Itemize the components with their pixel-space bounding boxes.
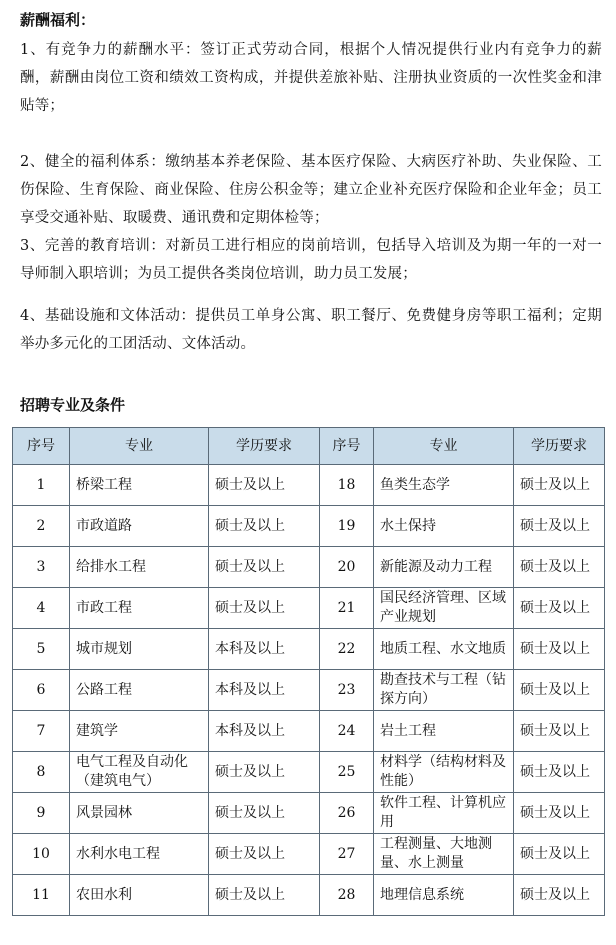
education-requirement: 硕士及以上 [209, 875, 320, 916]
table-row [13, 711, 605, 752]
benefit-item-salary: 1、有竞争力的薪酬水平：签订正式劳动合同，根据个人情况提供行业内有竞争力的薪酬，薪酬由岗位工资和绩效工资构成，并提供差旅补贴、注册执业资质的一次性奖金和津贴等； [20, 42, 602, 114]
major-name: 国民经济管理、区域产业规划 [374, 588, 514, 629]
major-name: 桥梁工程 [70, 465, 209, 506]
education-requirement: 本科及以上 [209, 629, 320, 670]
major-name: 给排水工程 [70, 547, 209, 588]
education-requirement: 本科及以上 [209, 670, 320, 711]
row-index: 6 [13, 670, 70, 711]
major-name: 风景园林 [70, 793, 209, 834]
benefit-item-training: 3、完善的教育培训：对新员工进行相应的岗前培训，包括导入培训及为期一年的一对一导师制入职培训；为员工提供各类岗位培训，助力员工发展； [20, 238, 602, 282]
row-index: 5 [13, 629, 70, 670]
table-row [13, 834, 605, 875]
education-requirement: 硕士及以上 [209, 506, 320, 547]
education-requirement: 硕士及以上 [209, 834, 320, 875]
table-row [13, 547, 605, 588]
recruit-heading: 招聘专业及条件 [20, 396, 126, 414]
row-index: 11 [13, 875, 70, 916]
major-name: 农田水利 [70, 875, 209, 916]
table-row [13, 793, 605, 834]
header-index: 序号 [320, 428, 374, 465]
row-index: 26 [320, 793, 374, 834]
education-requirement: 硕士及以上 [514, 834, 605, 875]
education-requirement: 硕士及以上 [209, 588, 320, 629]
row-index: 18 [320, 465, 374, 506]
table-row [13, 588, 605, 629]
major-name: 地质工程、水文地质 [374, 629, 514, 670]
major-name: 公路工程 [70, 670, 209, 711]
major-name: 市政道路 [70, 506, 209, 547]
row-index: 21 [320, 588, 374, 629]
table-row [13, 752, 605, 793]
row-index: 3 [13, 547, 70, 588]
education-requirement: 硕士及以上 [514, 506, 605, 547]
row-index: 25 [320, 752, 374, 793]
row-index: 10 [13, 834, 70, 875]
row-index: 8 [13, 752, 70, 793]
benefit-item-welfare: 2、健全的福利体系：缴纳基本养老保险、基本医疗保险、大病医疗补助、失业保险、工伤保险、生育保险、商业保险、住房公积金等；建立企业补充医疗保险和企业年金；员工享受交通补贴、取暖费、通讯费和定期体检等； [20, 154, 602, 226]
education-requirement: 硕士及以上 [514, 875, 605, 916]
table-row [13, 629, 605, 670]
major-name: 地理信息系统 [374, 875, 514, 916]
education-requirement: 硕士及以上 [514, 547, 605, 588]
major-name: 材料学（结构材料及性能） [374, 752, 514, 793]
benefits-heading: 薪酬福利： [20, 11, 96, 29]
education-requirement: 硕士及以上 [514, 711, 605, 752]
major-name: 软件工程、计算机应用 [374, 793, 514, 834]
major-name: 市政工程 [70, 588, 209, 629]
major-name: 工程测量、大地测量、水上测量 [374, 834, 514, 875]
benefit-item-facilities: 4、基础设施和文体活动：提供员工单身公寓、职工餐厅、免费健身房等职工福利；定期举办多元化的工团活动、文体活动。 [20, 308, 602, 352]
table-row [13, 670, 605, 711]
major-name: 水利水电工程 [70, 834, 209, 875]
header-index: 序号 [13, 428, 70, 465]
row-index: 23 [320, 670, 374, 711]
education-requirement: 硕士及以上 [514, 588, 605, 629]
row-index: 20 [320, 547, 374, 588]
header-education: 学历要求 [209, 428, 320, 465]
majors-table [12, 427, 605, 916]
row-index: 19 [320, 506, 374, 547]
education-requirement: 硕士及以上 [514, 465, 605, 506]
major-name: 勘查技术与工程（钻探方向） [374, 670, 514, 711]
table-header-row [13, 428, 605, 465]
row-index: 24 [320, 711, 374, 752]
education-requirement: 硕士及以上 [209, 752, 320, 793]
row-index: 22 [320, 629, 374, 670]
major-name: 新能源及动力工程 [374, 547, 514, 588]
header-major: 专业 [70, 428, 209, 465]
education-requirement: 硕士及以上 [514, 793, 605, 834]
majors-table-body [13, 465, 605, 916]
education-requirement: 硕士及以上 [514, 752, 605, 793]
table-row [13, 875, 605, 916]
row-index: 4 [13, 588, 70, 629]
education-requirement: 硕士及以上 [209, 465, 320, 506]
education-requirement: 本科及以上 [209, 711, 320, 752]
education-requirement: 硕士及以上 [209, 793, 320, 834]
row-index: 7 [13, 711, 70, 752]
row-index: 2 [13, 506, 70, 547]
major-name: 岩土工程 [374, 711, 514, 752]
education-requirement: 硕士及以上 [514, 670, 605, 711]
major-name: 城市规划 [70, 629, 209, 670]
major-name: 建筑学 [70, 711, 209, 752]
header-education: 学历要求 [514, 428, 605, 465]
row-index: 1 [13, 465, 70, 506]
row-index: 9 [13, 793, 70, 834]
major-name: 水土保持 [374, 506, 514, 547]
major-name: 鱼类生态学 [374, 465, 514, 506]
table-row [13, 465, 605, 506]
table-row [13, 506, 605, 547]
major-name: 电气工程及自动化（建筑电气） [70, 752, 209, 793]
education-requirement: 硕士及以上 [209, 547, 320, 588]
row-index: 27 [320, 834, 374, 875]
education-requirement: 硕士及以上 [514, 629, 605, 670]
header-major: 专业 [374, 428, 514, 465]
row-index: 28 [320, 875, 374, 916]
